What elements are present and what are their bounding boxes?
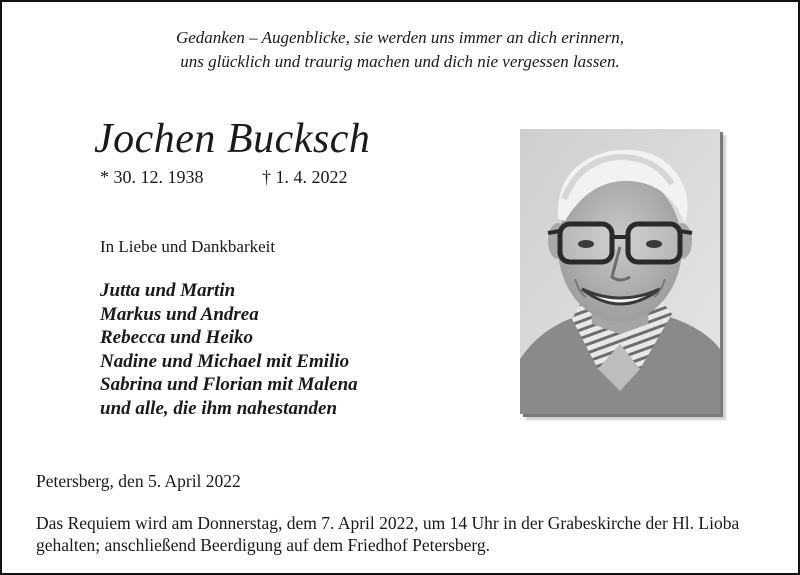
mourners-list [100, 279, 358, 420]
portrait-photo [520, 129, 720, 414]
memorial-quote [2, 26, 798, 74]
deceased-name: Jochen Bucksch [94, 116, 371, 162]
quote-line-1: Gedanken – Augenblicke, sie werden uns immer an dich erinnern, [175, 28, 625, 47]
mourner-line: Sabrina und Florian mit Malena [100, 374, 358, 395]
life-dates [100, 166, 348, 188]
quote-line-2: uns glücklich und traurig machen und dich nie vergessen lassen. [180, 52, 620, 71]
mourner-line: Nadine und Michael mit Emilio [100, 350, 350, 372]
mourner-line: Jutta und Martin [100, 280, 236, 301]
death-date: † 1. 4. 2022 [262, 167, 348, 187]
mourner-line: Markus und Andrea [100, 303, 259, 325]
mourner-line: Rebecca und Heiko [100, 327, 254, 348]
birth-date: * 30. 12. 1938 [100, 167, 204, 187]
dedication-line: In Liebe und Dankbarkeit [100, 237, 276, 256]
requiem-notice: Das Requiem wird am Donnerstag, dem 7. April 2022, um 14 Uhr in der Grabeskirche der Hl. Lioba gehalten; anschließend Beerdigung auf dem Friedhof Petersberg. [36, 513, 740, 555]
mourner-line: und alle, die ihm nahestanden [100, 397, 338, 419]
place-and-date: Petersberg, den 5. April 2022 [36, 471, 241, 491]
portrait-illustration [520, 129, 720, 414]
